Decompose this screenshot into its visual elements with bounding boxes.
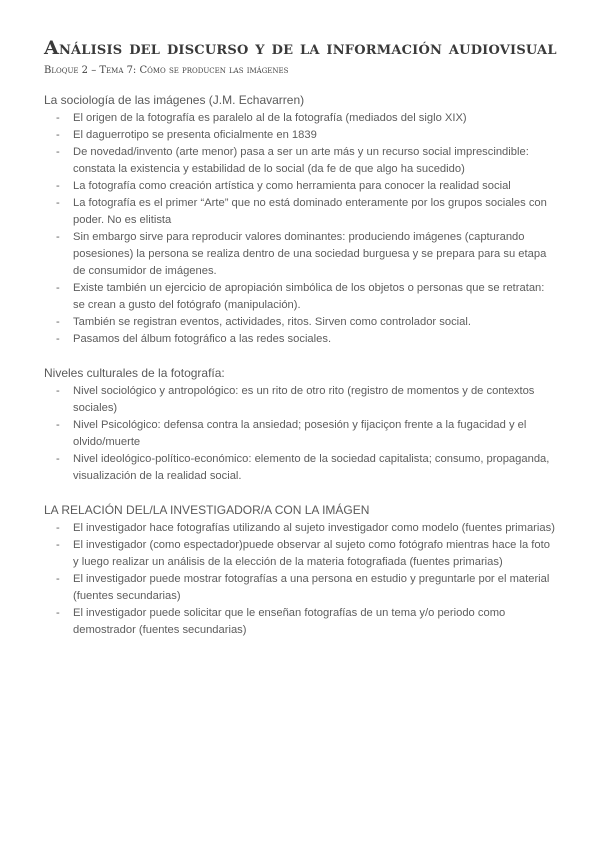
list-item: - El daguerrotipo se presenta oficialmente en 1839 (44, 127, 556, 144)
bullet-list (44, 383, 556, 485)
section-researcher-relation (44, 502, 556, 639)
section-cultural-levels (44, 365, 556, 485)
list-item: - El investigador hace fotografías utilizando al sujeto investigador como modelo (fuentes primarias) (44, 520, 556, 537)
list-item: - Existe también un ejercicio de apropiación simbólica de los objetos o personas que se retratan: se crean a gusto del fotógrafo (manipulación). (44, 280, 556, 314)
list-item: - El investigador (como espectador)puede observar al sujeto como fotógrafo mientras hace la foto y luego realizar un análisis de la elección de la materia fotografiada (fuentes primarias) (44, 537, 556, 571)
list-item: - El investigador puede mostrar fotografías a una persona en estudio y preguntarle por el material (fuentes secundarias) (44, 571, 556, 605)
list-item: - Pasamos del álbum fotográfico a las redes sociales. (44, 331, 556, 348)
list-item: - El investigador puede solicitar que le enseñan fotografías de un tema y/o periodo como demostrador (fuentes secundarias) (44, 605, 556, 639)
list-item: - También se registran eventos, actividades, ritos. Sirven como controlador social. (44, 314, 556, 331)
document-subtitle: Bloque 2 – Tema 7: Cómo se producen las imágenes (44, 65, 289, 76)
list-item: - La fotografía como creación artística y como herramienta para conocer la realidad social (44, 178, 556, 195)
bullet-list (44, 110, 556, 348)
list-item: - Nivel Psicológico: defensa contra la ansiedad; posesión y fijaciçon frente a la fugacidad y el olvido/muerte (44, 417, 556, 451)
list-item: - El origen de la fotografía es paralelo al de la fotografía (mediados del siglo XIX) (44, 110, 556, 127)
document-title: Análisis del discurso y de la información audiovisual (44, 37, 557, 59)
section-heading: LA RELACIÓN DEL/LA INVESTIGADOR/A CON LA IMÁGEN (44, 503, 370, 517)
section-sociology (44, 92, 556, 348)
list-item: - Nivel sociológico y antropológico: es un rito de otro rito (registro de momentos y de contextos sociales) (44, 383, 556, 417)
section-heading: Niveles culturales de la fotografía: (44, 366, 225, 380)
section-heading: La sociología de las imágenes (J.M. Echavarren) (44, 93, 305, 107)
list-item: - Sin embargo sirve para reproducir valores dominantes: produciendo imágenes (capturando posesiones) la persona se realiza dentro de una sociedad burguesa y se prepara para su etapa de consumidor de imágenes. (44, 229, 556, 280)
bullet-list (44, 520, 556, 639)
list-item: - Nivel ideológico-político-económico: elemento de la sociedad capitalista; consumo, propaganda, visualización de la realidad social. (44, 451, 556, 485)
list-item: - De novedad/invento (arte menor) pasa a ser un arte más y un recurso social imprescindible: constata la existencia y estabilidad de lo social (da fe de que algo ha sucedido) (44, 144, 556, 178)
list-item: - La fotografía es el primer “Arte” que no está dominado enteramente por los grupos sociales con poder. No es elitista (44, 195, 556, 229)
